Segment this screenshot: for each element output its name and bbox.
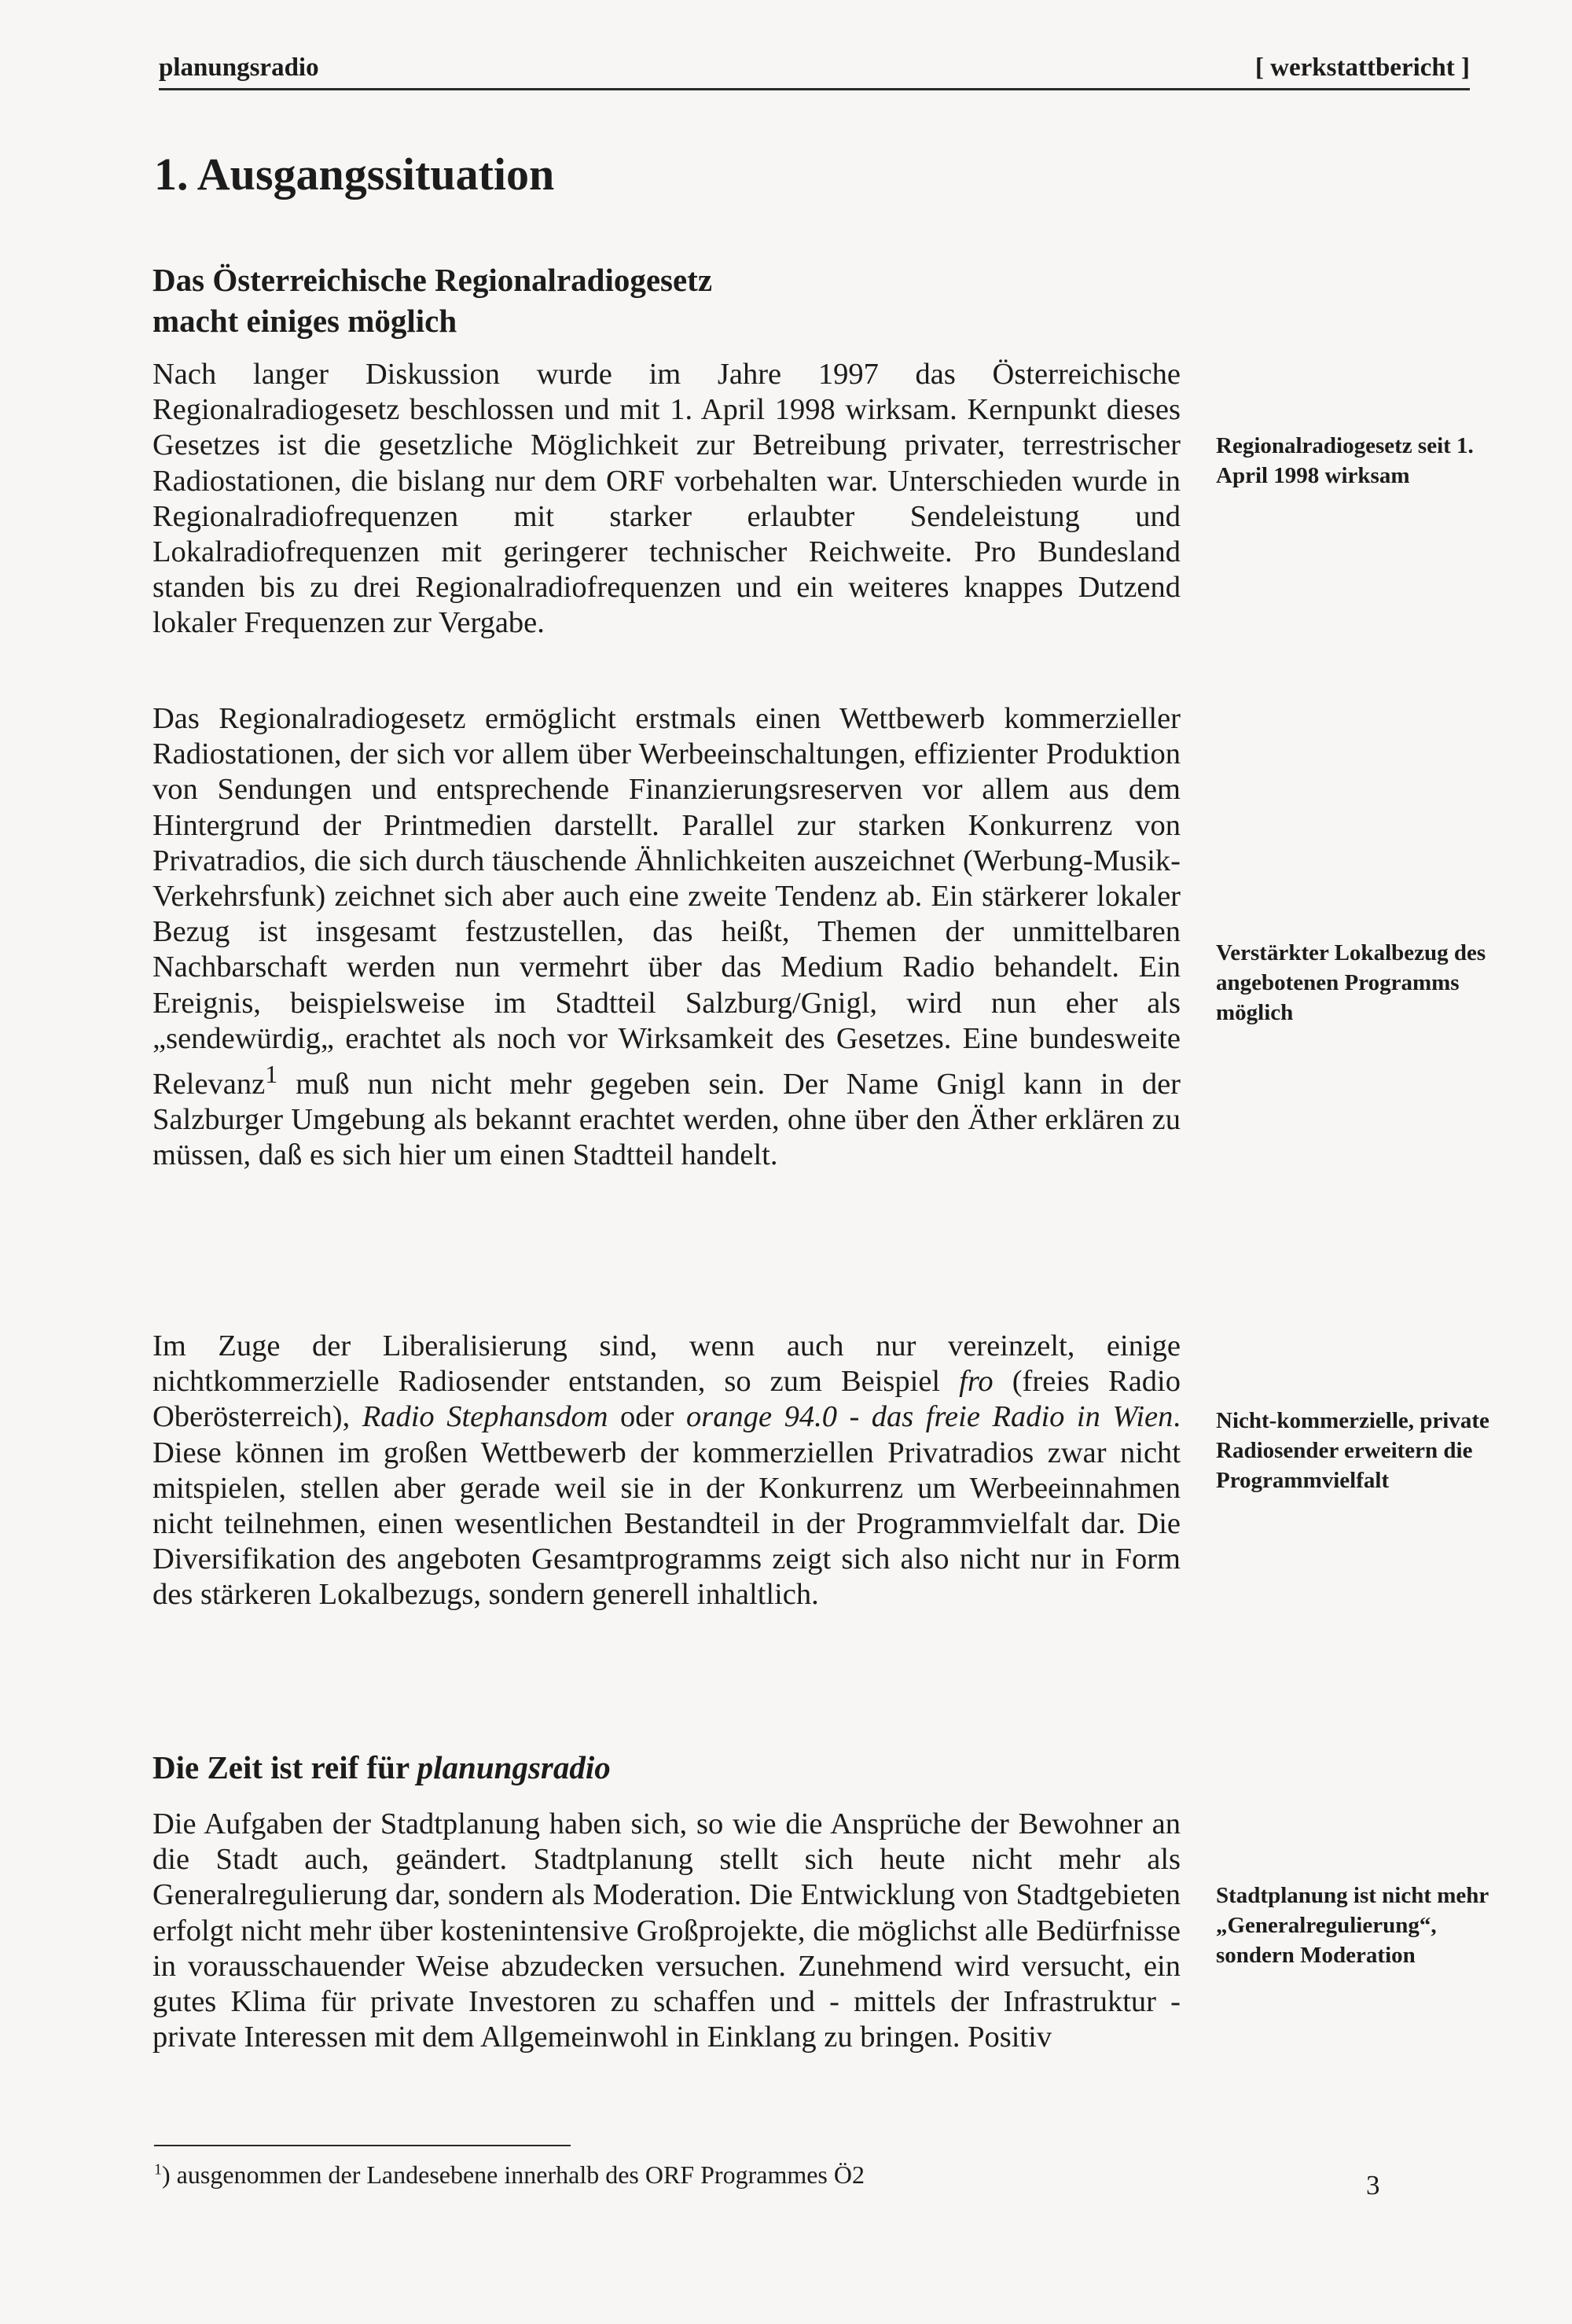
subsection-title-planungsradio (152, 1747, 611, 1788)
footnote-text: ) ausgenommen der Landesebene innerhalb des ORF Programmes Ö2 (162, 2160, 865, 2189)
paragraph-2-text-end: muß nun nicht mehr gegeben sein. Der Name Gnigl kann in der Salzburger Umgebung als bekannt erachtet werden, ohne über den Äther erklären zu müssen, daß es sich hier um einen Stadtteil handelt. (152, 1067, 1181, 1172)
footnote-mark: 1 (154, 2160, 162, 2179)
subsection-title-line1: Das Österreichische Regionalradiogesetz (152, 262, 713, 298)
paragraph-1: Nach langer Diskussion wurde im Jahre 1997 das Österreichische Regionalradiogesetz beschlossen und mit 1. April 1998 wirksam. Kernpunkt dieses Gesetzes ist die gesetzliche Möglichkeit zur Betreibung privater, terrestrischer Radiostationen, die bislang nur dem ORF vorbehalten war. Unterschieden wurde in Regionalradiofrequenzen mit starker erlaubter Sendeleistung und Lokalradiofrequenzen mit geringerer technischer Reichweite. Pro Bundesland standen bis zu drei Regionalradiofrequenzen und ein weiteres knappes Dutzend lokaler Frequenzen zur Vergabe. (152, 358, 1181, 640)
paragraph-3-mid1: (freies Radio Oberösterreich), (152, 1365, 1181, 1434)
footnote-rule (154, 2145, 571, 2146)
paragraph-3 (152, 1329, 1181, 1613)
page-number: 3 (1366, 2170, 1380, 2201)
radio-stephansdom-name: Radio Stephansdom (362, 1400, 608, 1434)
paragraph-4: Die Aufgaben der Stadtplanung haben sich, so wie die Ansprüche der Bewohner an die Stadt auch, geändert. Stadtplanung stellt sich heute nicht mehr als Generalregulierung dar, sondern als Moderation. Die Entwicklung von Stadtgebieten erfolgt nicht mehr über kostenintensive Großprojekte, die möglichst alle Bedürfnisse in vorausschauender Weise abzudecken versuchen. Zunehmend wird versucht, ein gutes Klima für private Investoren zu schaffen und - mittels der Infrastruktur - private Interessen mit dem Allgemeinwohl in Einklang zu bringen. Positiv (152, 1807, 1181, 2054)
footnote (154, 2160, 865, 2190)
paragraph-3-start: Im Zuge der Liberalisierung sind, wenn auch nur vereinzelt, einige nichtkommerzielle Radiosender entstanden, so zum Beispiel (152, 1329, 1181, 1399)
fro-name: fro (959, 1365, 994, 1399)
orange-radio-name: orange 94.0 - das freie Radio in Wien (685, 1400, 1173, 1434)
subsection2-italic: planungsradio (417, 1749, 611, 1785)
subsection-title-line2: macht einiges möglich (152, 303, 457, 339)
paragraph-3-mid2: oder (608, 1400, 686, 1434)
subsection2-plain: Die Zeit ist reif für (152, 1749, 417, 1785)
subsection-title-regionalradiogesetz (152, 259, 712, 341)
footnote-ref: 1 (265, 1060, 278, 1089)
paragraph-2 (152, 701, 1181, 1173)
margin-note-1: Regionalradiogesetz seit 1. April 1998 wirksam (1216, 433, 1474, 488)
paragraph-2-text: Das Regionalradiogesetz ermöglicht erstmals einen Wettbewerb kommerzieller Radiostationen, der sich vor allem über Werbeeinschaltungen, effizienter Produktion von Sendungen und entsprechende Finanzierungsreserven vor allem aus dem Hintergrund der Printmedien darstellt. Parallel zur starken Konkurrenz von Privatradios, die sich durch täuschende Ähnlichkeiten auszeichnet (Werbung-Musik-Verkehrsfunk) zeichnet sich aber auch eine zweite Tendenz ab. Ein stärkerer lokaler Bezug ist insgesamt festzustellen, das heißt, Themen der unmittelbaren Nachbarschaft werden nun vermehrt über das Medium Radio behandelt. Ein Ereignis, beispielsweise im Stadtteil Salzburg/Gnigl, wird nun eher als „sendewürdig„ erachtet als noch vor Wirksamkeit des Gesetzes. Eine bundesweite Relevanz (152, 702, 1181, 1101)
header-right: [ werkstattbericht ] (1254, 53, 1470, 82)
margin-note-4: Stadtplanung ist nicht mehr „Generalregulierung“, sondern Moderation (1216, 1883, 1489, 1968)
margin-note-2: Verstärkter Lokalbezug des angebotenen Programms möglich (1216, 940, 1486, 1025)
section-title: 1. Ausgangssituation (154, 149, 555, 200)
header-left: planungsradio (159, 53, 319, 82)
header-rule (159, 88, 1470, 90)
paragraph-3-end: . Diese können im großen Wettbewerb der kommerziellen Privatradios zwar nicht mitspielen, stellen aber gerade weil sie in der Konkurrenz um Werbeeinnahmen nicht teilnehmen, einen wesentlichen Bestandteil in der Programmvielfalt dar. Die Diversifikation des angeboten Gesamtprogramms zeigt sich also nicht nur in Form des stärkeren Lokalbezugs, sondern generell inhaltlich. (152, 1400, 1181, 1612)
margin-note-3: Nicht-kommerzielle, private Radiosender erweitern die Programmvielfalt (1216, 1408, 1489, 1493)
